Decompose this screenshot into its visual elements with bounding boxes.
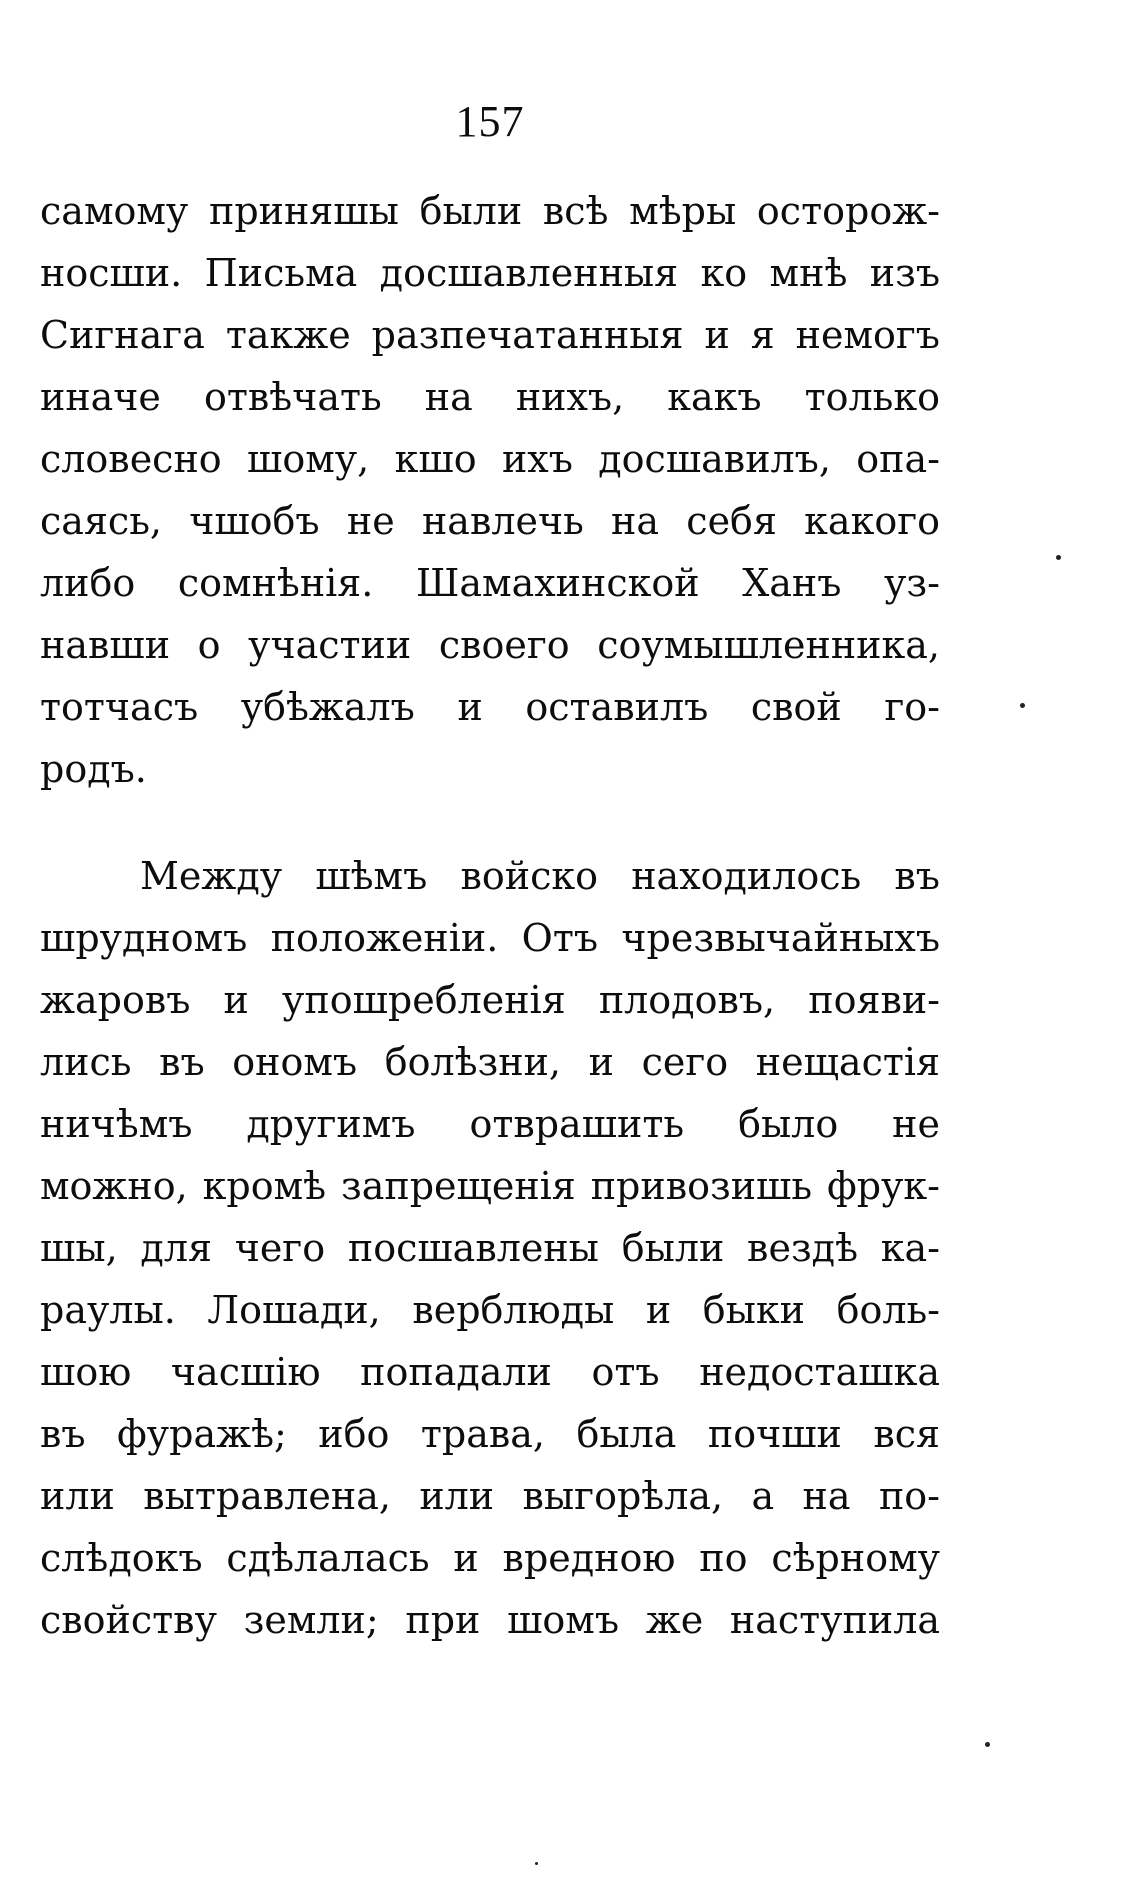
text-line: словесно шому, кшо ихъ досшавилъ, опа- bbox=[40, 437, 940, 481]
text-line: саясь, чшобъ не навлечь на себя какого bbox=[40, 499, 940, 543]
text-line: тотчасъ убѣжалъ и оставилъ свой го- bbox=[40, 685, 940, 729]
scan-speck bbox=[1056, 555, 1061, 560]
text-line: родъ. bbox=[40, 747, 147, 791]
text-line: въ фуражѣ; ибо трава, была почши вся bbox=[40, 1412, 940, 1456]
scan-speck bbox=[535, 1862, 538, 1865]
text-line: можно, кромѣ запрещенія привозишь фрук- bbox=[40, 1164, 940, 1208]
text-line: свойству земли; при шомъ же наступила bbox=[40, 1598, 940, 1642]
text-line: жаровъ и упошребленія плодовъ, появи- bbox=[40, 978, 940, 1022]
scan-speck bbox=[1020, 703, 1025, 708]
text-line: или вытравлена, или выгорѣла, а на по- bbox=[40, 1474, 940, 1518]
paragraph-1 bbox=[40, 180, 940, 800]
text-line: Между шѣмъ войско находилось въ bbox=[140, 854, 940, 898]
page-number: 157 bbox=[455, 97, 525, 146]
text-line: лись въ ономъ болѣзни, и сего нещастія bbox=[40, 1040, 940, 1084]
text-line: иначе отвѣчать на нихъ, какъ только bbox=[40, 375, 940, 419]
text-line: ничѣмъ другимъ отврашить было не bbox=[40, 1102, 940, 1146]
text-line: самому приняшы были всѣ мѣры осторож- bbox=[40, 189, 940, 233]
text-line: раулы. Лошади, верблюды и быки боль- bbox=[40, 1288, 940, 1332]
text-line: шою часшію попадали отъ недосташка bbox=[40, 1350, 940, 1394]
text-line: либо сомнѣнія. Шамахинской Ханъ уз- bbox=[40, 561, 940, 605]
scan-speck bbox=[985, 1742, 990, 1747]
text-line: шы, для чего посшавлены были вездѣ ка- bbox=[40, 1226, 940, 1270]
text-line: Сигнага также разпечатанныя и я немогъ bbox=[40, 313, 940, 357]
text-line: слѣдокъ сдѣлалась и вредною по сѣрному bbox=[40, 1536, 940, 1580]
paragraph-2 bbox=[40, 845, 940, 1651]
text-line: носши. Письма досшавленныя ко мнѣ изъ bbox=[40, 251, 940, 295]
text-line: шрудномъ положеніи. Отъ чрезвычайныхъ bbox=[40, 916, 940, 960]
text-line: навши о участии своего соумышленника, bbox=[40, 623, 940, 667]
